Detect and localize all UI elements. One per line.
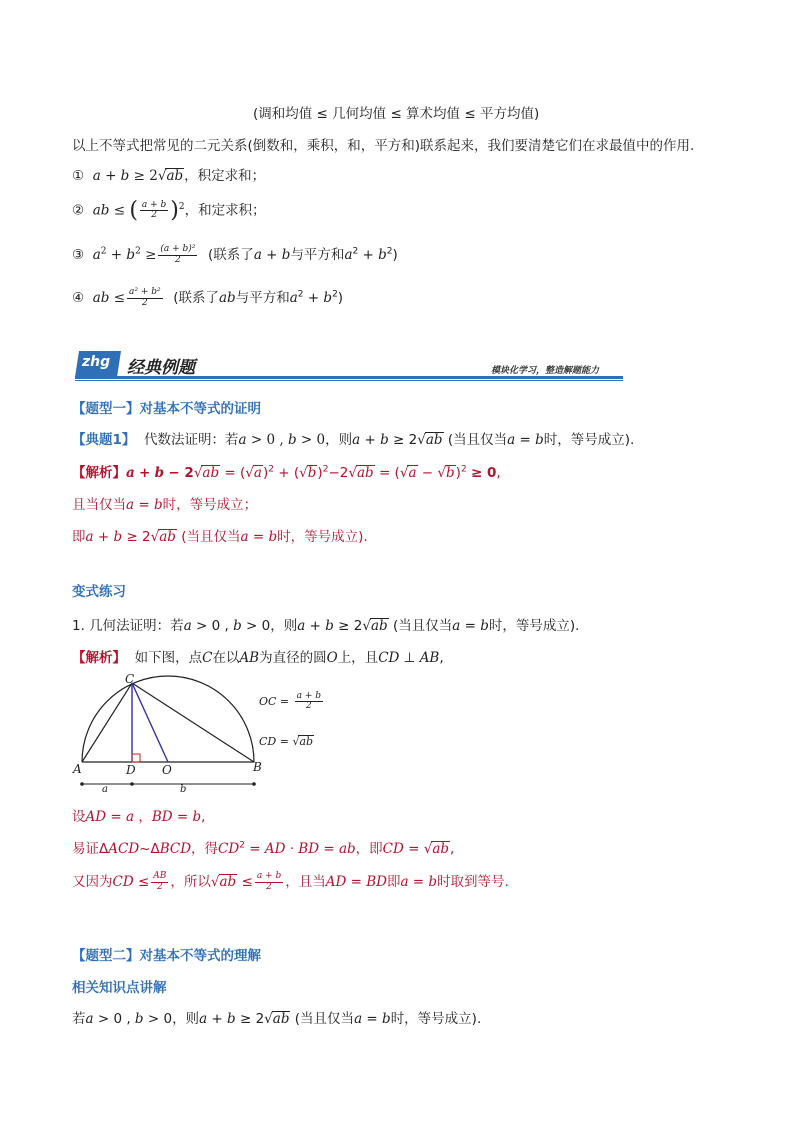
section1-heading: 【题型一】对基本不等式的证明 — [72, 401, 261, 417]
segment-ac — [82, 683, 132, 762]
label-d: D — [126, 763, 136, 777]
oc-equation: OC = $\frac{a + b}{2}$ — [259, 691, 322, 712]
step-1: 设AD = a ，BD = b, — [72, 809, 206, 825]
section-banner — [75, 347, 623, 383]
banner-title: 经典例题 — [127, 358, 195, 378]
label-b-length: b — [180, 784, 187, 795]
inequality-chain: (调和均值 ≤ 几何均值 ≤ 算术均值 ≤ 平方均值) — [253, 106, 540, 122]
analysis-line-3: 即a + b ≥ 2√ab (当且仅当a = b时，等号成立). — [72, 529, 368, 545]
item-3: ③ $a^2 + b^2$ ≥ $\frac{\text{(a + b)²}}{2}$ (联系了a + b与平方和$a^2 + b^2$) — [72, 244, 398, 265]
section2-statement: 若a > 0 , b > 0，则a + b ≥ 2√ab (当且仅当a = b时，等号成立). — [72, 1011, 482, 1027]
banner-slogan: 模块化学习，整造解题能力 — [491, 366, 600, 376]
item-4: ④ ab ≤ $\frac{\text{a² + b²}}{2}$ (联系了ab与平方和$a^2 + b^2$) — [72, 287, 344, 308]
item-2: ② ab ≤ ( $\frac{a + b}{2}$ )$^2$，和定求积； — [72, 198, 266, 223]
analysis-line-2: 且当仅当a = b时，等号成立； — [72, 497, 258, 513]
variant-question: 1. 几何法证明：若a > 0 , b > 0，则a + b ≥ 2√ab (当且仅当a = b时，等号成立). — [72, 618, 580, 634]
intro-paragraph: 以上不等式把常见的二元关系(倒数和，乘积，和，平方和)联系起来，我们要清楚它们在求最值中的作用. — [72, 138, 695, 154]
right-angle-mark — [132, 754, 140, 762]
banner-logo: zhg — [82, 354, 111, 370]
cd-equation: CD = √ab — [259, 735, 314, 748]
label-o: O — [162, 763, 172, 777]
variant-heading: 变式练习 — [72, 584, 126, 600]
label-c: C — [125, 672, 135, 686]
semicircle-arc — [82, 676, 254, 762]
label-a-length: a — [102, 784, 108, 795]
item-1: ① a + b ≥ 2√ab，积定求和； — [72, 168, 266, 184]
label-a: A — [73, 762, 82, 776]
section2-subheading: 相关知识点讲解 — [72, 980, 167, 996]
example-1-analysis: 【解析】$a + b - 2√ab = (√a)^2 + (√b)^2-2√ab = (√a - √b)^2 \ge 0$, — [72, 464, 501, 481]
step-2: 易证ΔACD~ΔBCD，得$CD^2$ = AD · BD = ab，即CD = √ab, — [72, 840, 455, 857]
label-b: B — [253, 760, 262, 774]
example-1: 【典题1】 代数法证明：若a > 0 , b > 0，则a + b ≥ 2√ab (当且仅当a = b时，等号成立). — [72, 432, 635, 448]
step-3: 又因为CD ≤ $\frac{AB}{2}$ ，所以√ab ≤ $\frac{a + b}{2}$ ，且当AD = BD即a = b时取到等号. — [72, 871, 509, 892]
variant-analysis: 【解析】 如下图，点C在以AB为直径的圆O上，且CD ⊥ AB, — [72, 650, 444, 666]
section2-heading: 【题型二】对基本不等式的理解 — [72, 948, 261, 964]
